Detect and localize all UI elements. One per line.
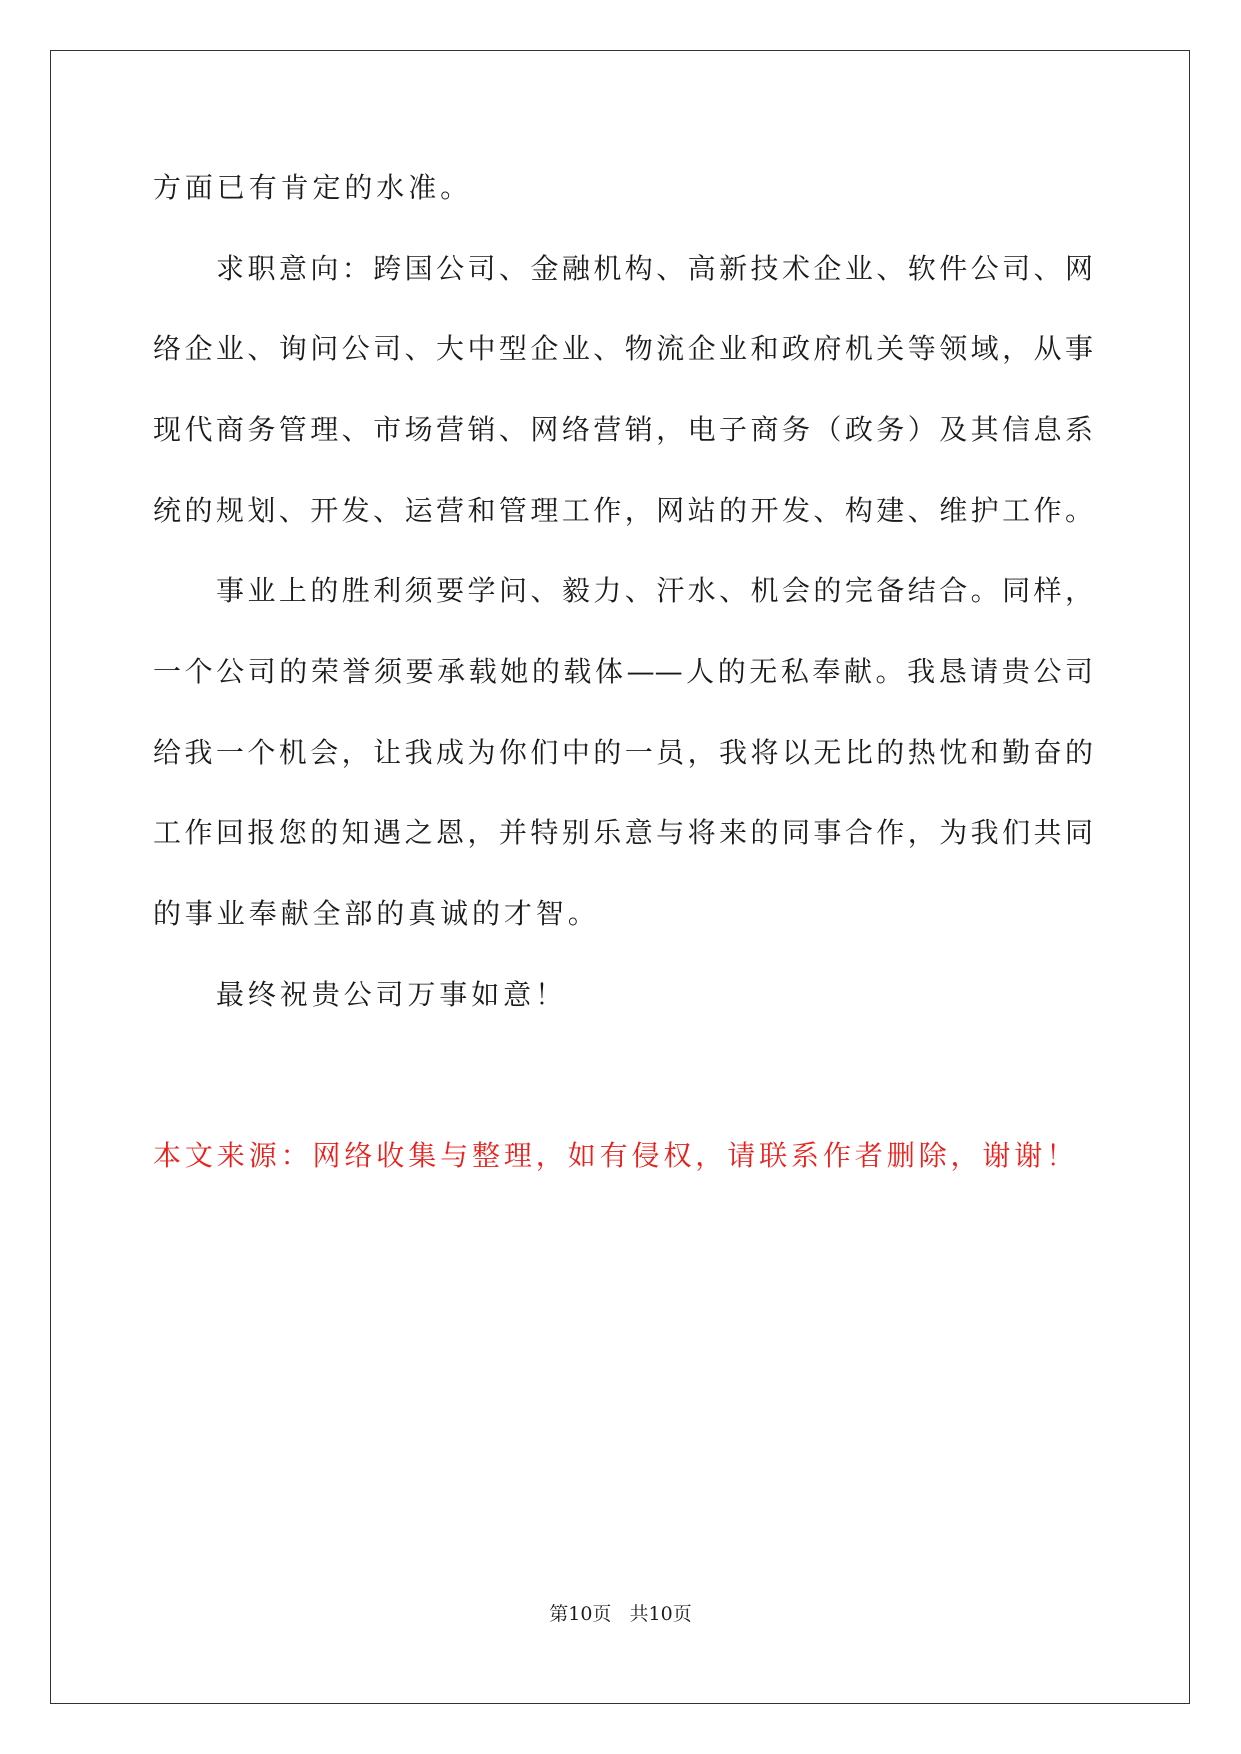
page-border (50, 50, 1190, 1704)
paragraph-line: 给我一个机会，让我成为你们中的一员，我将以无比的热忱和勤奋的 (153, 736, 1093, 769)
paragraph-line: 最终祝贵公司万事如意！ (216, 978, 567, 1011)
paragraph-line: 工作回报您的知遇之恩，并特别乐意与将来的同事合作，为我们共同 (153, 816, 1093, 849)
paragraph-line: 方面已有肯定的水准。 (153, 171, 473, 204)
paragraph-line: 的事业奉献全部的真诚的才智。 (153, 897, 600, 930)
paragraph-line: 求职意向：跨国公司、金融机构、高新技术企业、软件公司、网 (216, 252, 1093, 285)
paragraph-line: 现代商务管理、市场营销、网络营销，电子商务（政务）及其信息系 (153, 413, 1093, 446)
source-note: 本文来源：网络收集与整理，如有侵权，请联系作者删除，谢谢！ (153, 1139, 1079, 1172)
paragraph-line: 一个公司的荣誉须要承载她的载体——人的无私奉献。我恳请贵公司 (153, 655, 1093, 688)
page-footer: 第10页 共10页 (549, 1603, 692, 1625)
paragraph-line: 络企业、询问公司、大中型企业、物流企业和政府机关等领域，从事 (153, 332, 1093, 365)
paragraph-line: 统的规划、开发、运营和管理工作，网站的开发、构建、维护工作。 (153, 494, 1093, 527)
paragraph-line: 事业上的胜利须要学问、毅力、汗水、机会的完备结合。同样， (216, 574, 1093, 607)
